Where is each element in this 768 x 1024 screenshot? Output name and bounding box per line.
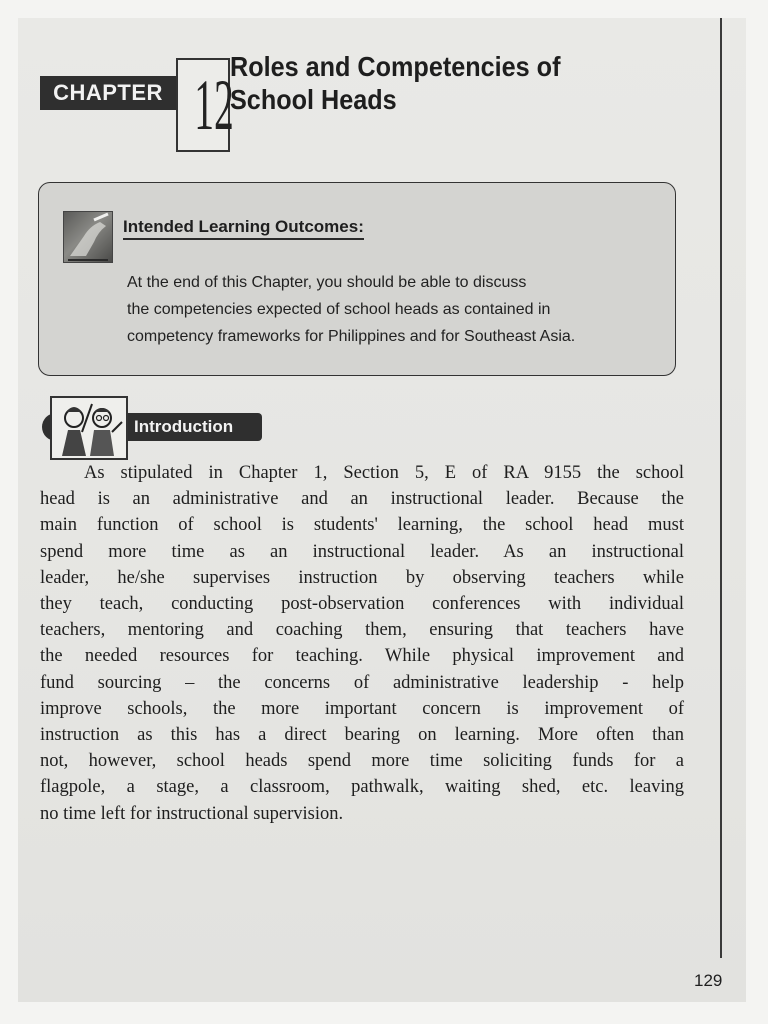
learning-outcomes-box — [38, 182, 676, 376]
outcomes-line: the competencies expected of school heads as contained in — [127, 301, 551, 318]
body-line: leader, he/she supervises instruction by observing teachers while — [40, 567, 684, 588]
body-line: the needed resources for teaching. While physical improvement and — [40, 646, 684, 667]
chapter-number-box — [176, 58, 234, 152]
body-line: no time left for instructional supervision. — [40, 803, 344, 824]
page-number: 129 — [694, 971, 723, 990]
outcomes-line: At the end of this Chapter, you should be able to discuss — [127, 274, 527, 291]
writing-hand-icon — [63, 211, 113, 263]
body-line: main function of school is students' learning, the school head must — [40, 515, 684, 536]
body-line: instruction as this has a direct bearing on learning. More often than — [40, 725, 684, 746]
chapter-title-line: Roles and Competencies of — [230, 51, 561, 82]
body-line: not, however, school heads spend more time soliciting funds for a — [40, 751, 684, 772]
introduction-heading: Introduction — [134, 417, 234, 436]
students-cartoon-icon — [50, 396, 128, 460]
book-page — [18, 18, 746, 1002]
chapter-tab: CHAPTER — [40, 76, 176, 110]
learning-outcomes-heading: Intended Learning Outcomes: — [123, 217, 364, 240]
chapter-number: 12 — [194, 65, 234, 145]
chapter-title — [230, 50, 608, 116]
body-line: As stipulated in Chapter 1, Section 5, E of RA 9155 the school — [84, 463, 684, 483]
chapter-title-line: School Heads — [230, 84, 397, 115]
body-line: fund sourcing – the concerns of administrative leadership - help — [40, 672, 684, 693]
body-line: they teach, conducting post-observation conferences with individual — [40, 594, 684, 615]
learning-outcomes-text — [127, 269, 667, 350]
margin-rule — [720, 18, 722, 958]
body-line: flagpole, a stage, a classroom, pathwalk, waiting shed, etc. leaving — [40, 777, 684, 798]
introduction-body — [40, 460, 684, 827]
outcomes-line: competency frameworks for Philippines and for Southeast Asia. — [127, 328, 576, 345]
body-line: teachers, mentoring and coaching them, ensuring that teachers have — [40, 620, 684, 641]
body-line: spend more time as an instructional leader. As an instructional — [40, 541, 684, 562]
body-line: head is an administrative and an instructional leader. Because the — [40, 489, 684, 510]
body-line: improve schools, the more important concern is improvement of — [40, 698, 684, 719]
